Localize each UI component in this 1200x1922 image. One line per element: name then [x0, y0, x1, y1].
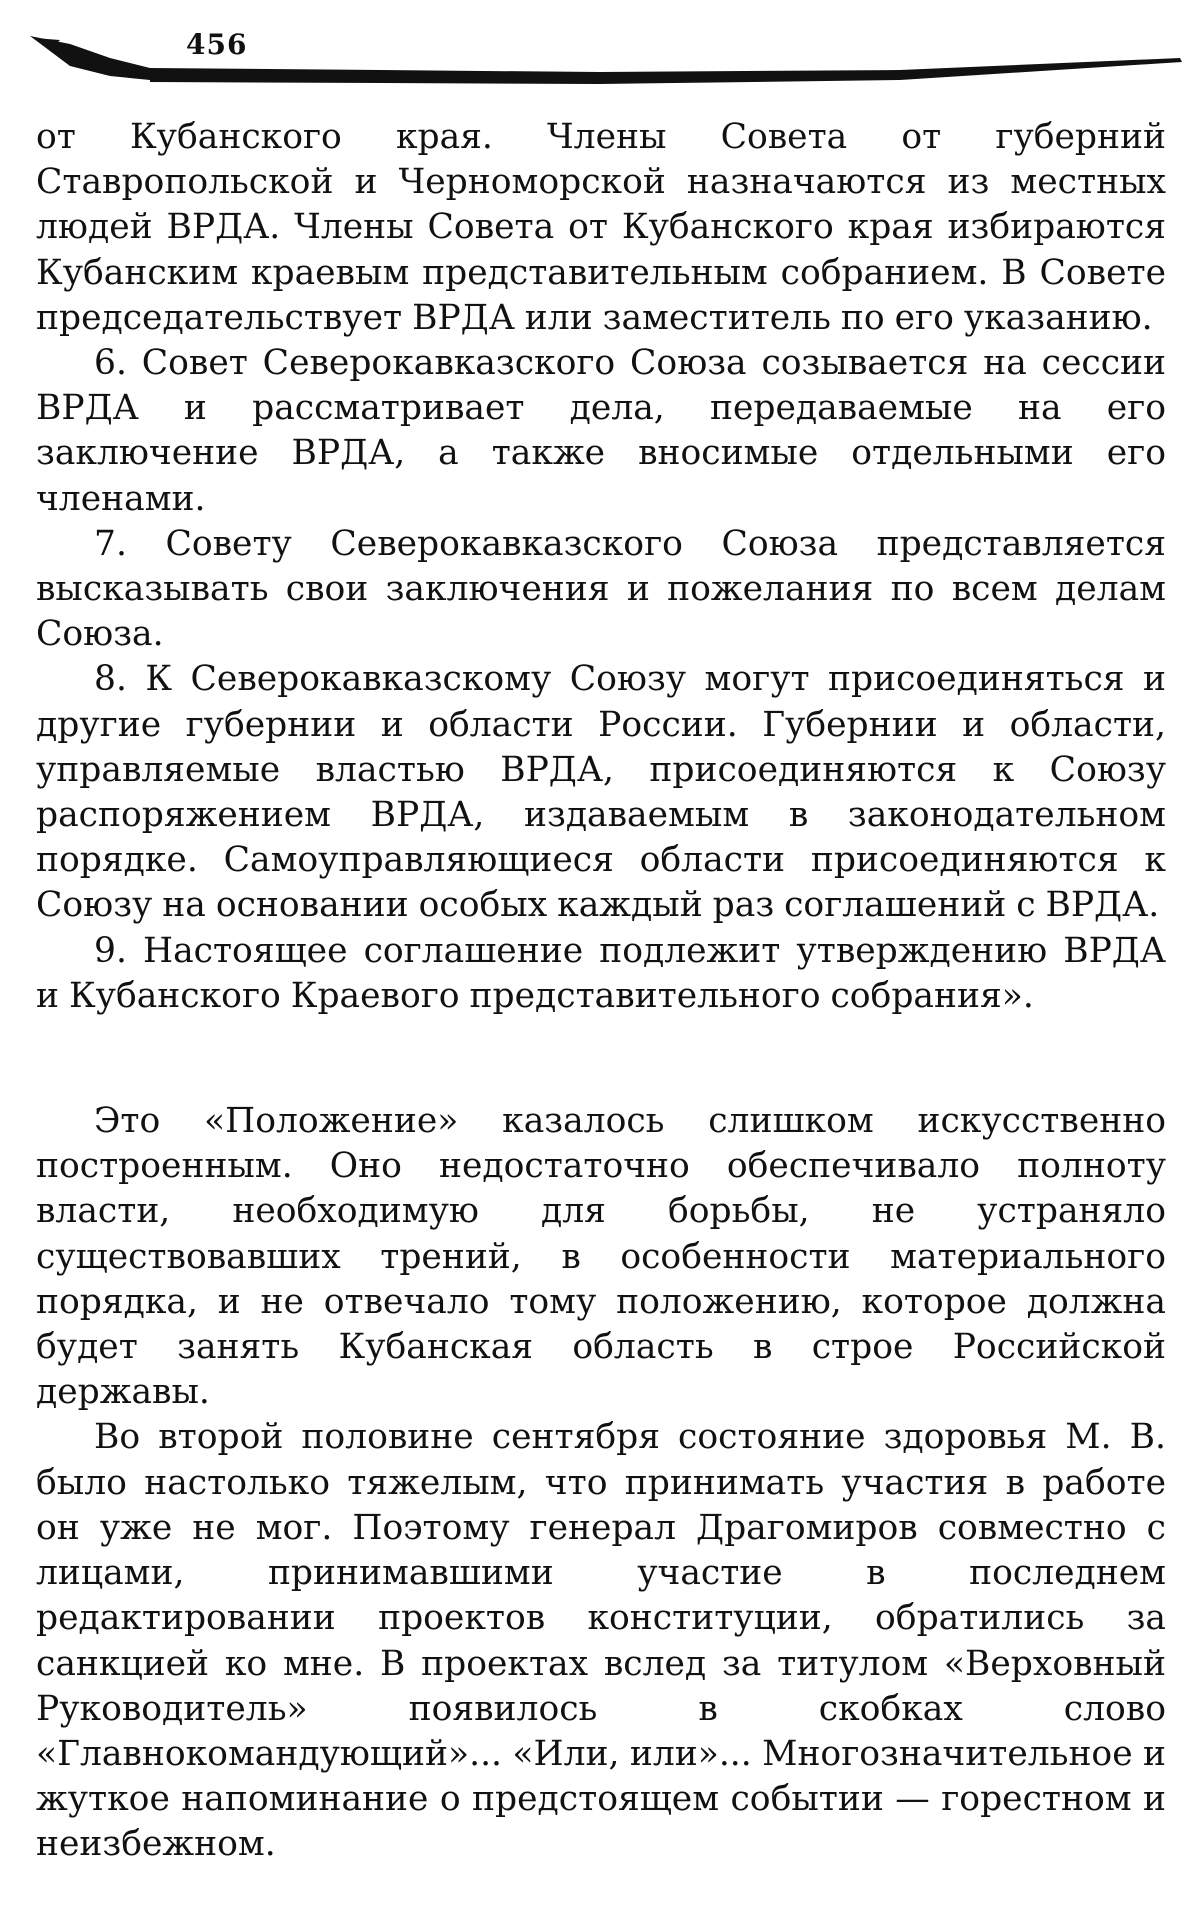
page-body — [36, 115, 1166, 1868]
paragraph-sentyabr: Во второй половине сентября состояние здоровья М. В. было настолько тяжелым, что принимать участия в работе он уже не мог. Поэтому генерал Драгомиров совместно с лицами, принимавшими участие в последнем редактировании проектов конституции, обратились за санкцией ко мне. В проектах вслед за титулом «Верховный Руководитель» появилось в скобках слово «Главнокомандующий»... «Или, или»... Многозначительное и жуткое напоминание о предстоящем событии — горестном и неизбежном. — [36, 1417, 1166, 1865]
page-number: 456 — [186, 28, 248, 61]
header-ornament-rule — [0, 0, 1200, 100]
header-rule-line — [150, 58, 1182, 84]
paragraph-item-8: 8. К Северокавказскому Союзу могут присоединяться и другие губернии и области России. Губернии и области, управляемые властью ВРДА, присоединяются к Союзу распоряжением ВРДА, издаваемым в законодательном порядке. Самоуправляющиеся области присоединяются к Союзу на основании особых каждый раз соглашений с ВРДА. — [36, 659, 1166, 926]
section-gap — [36, 1019, 1166, 1099]
page-header — [0, 0, 1200, 100]
paragraph-item-7: 7. Совету Северокавказского Союза представляется высказывать свои заключения и пожелания по всем делам Союза. — [36, 523, 1166, 655]
paragraph-item-6: 6. Совет Северокавказского Союза созывается на сессии ВРДА и рассматривает дела, передаваемые на его заключение ВРДА, а также вносимые отдельными его членами. — [36, 343, 1166, 519]
paragraph-item-9: 9. Настоящее соглашение подлежит утверждению ВРДА и Кубанского Краевого представительного собрания». — [36, 930, 1166, 1016]
paragraph-continued: от Кубанского края. Члены Совета от губерний Ставропольской и Черноморской назначаются из местных людей ВРДА. Члены Совета от Кубанского края избираются Кубанским краевым представительным собранием. В Совете председательствует ВРДА или заместитель по его указанию. — [36, 117, 1166, 338]
paragraph-polozhenie: Это «Положение» казалось слишком искусственно построенным. Оно недостаточно обеспечивало полноту власти, необходимую для борьбы, не устраняло существовавших трений, в особенности материального порядка, и не отвечало тому положению, которое должна будет занять Кубанская область в строе Российской державы. — [36, 1101, 1166, 1413]
